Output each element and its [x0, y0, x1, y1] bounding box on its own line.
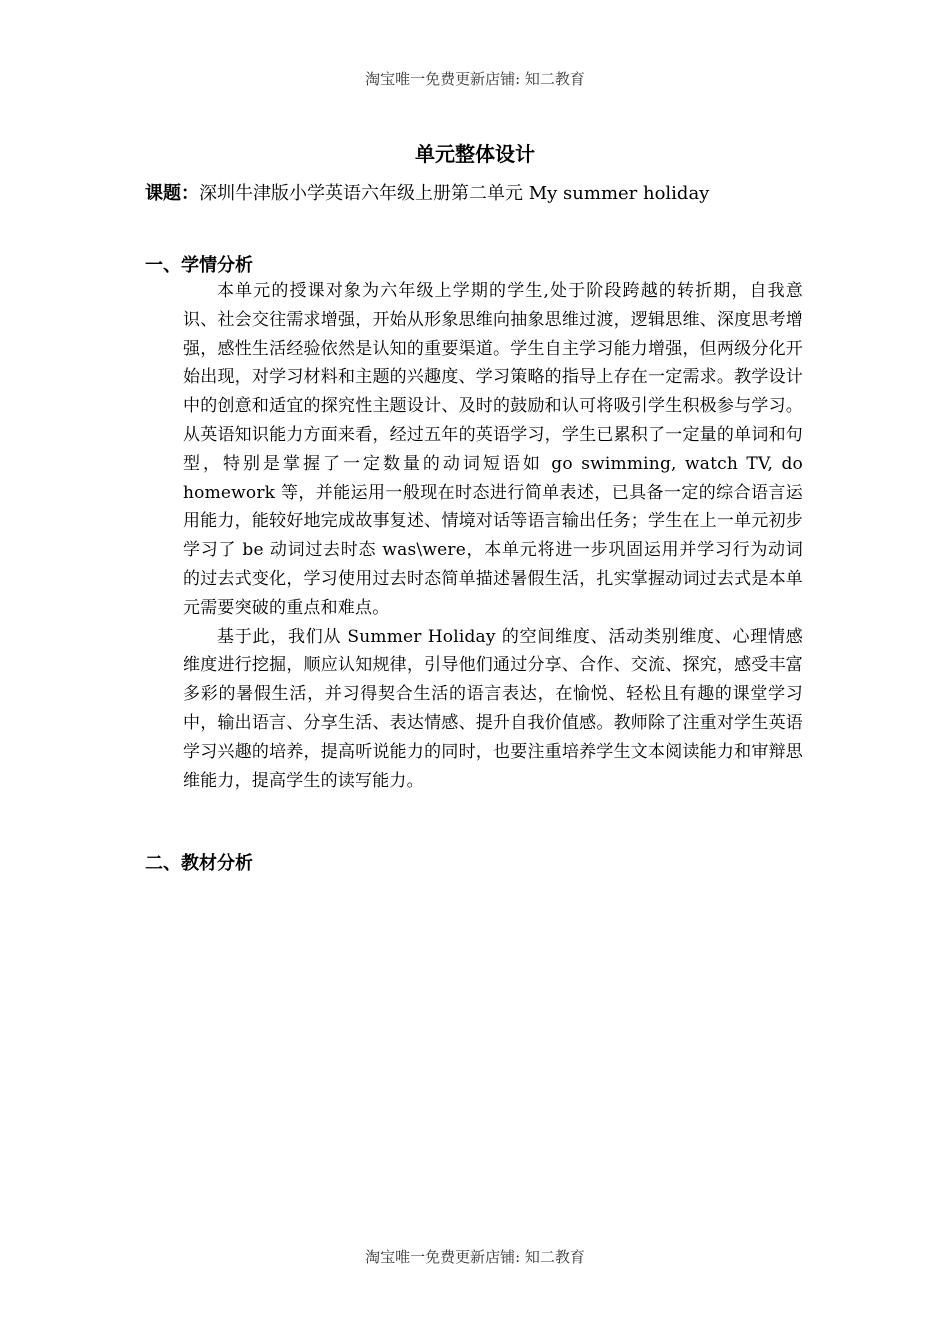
paragraph: 基于此，我们从 Summer Holiday 的空间维度、活动类别维度、心理情感维度进行挖掘，顺应认知规律，引导他们通过分享、合作、交流、探究，感受丰富多彩的暑假生活，并习得契合生活的语言表达，在愉悦、轻松且有趣的课堂学习中，输出语言、分享生活、表达情感、提升自我价值感。教师除了注重对学生英语学习兴趣的培养，提高听说能力的同时，也要注重培养学生文本阅读能力和审辩思维能力，提高学生的读写能力。 — [183, 626, 803, 791]
document-title: 单元整体设计 — [415, 142, 535, 166]
topic-label: 课题： — [145, 183, 199, 204]
page-footer: 淘宝唯一免费更新店铺: 知二教育 — [365, 1248, 585, 1266]
topic-line — [145, 179, 845, 205]
section-heading-textbook-analysis: 二、教材分析 — [145, 853, 253, 874]
page-header: 淘宝唯一免费更新店铺: 知二教育 — [365, 70, 585, 88]
section-heading-learner-analysis: 一、学情分析 — [145, 255, 253, 276]
learner-analysis-body — [183, 277, 803, 795]
topic-value: 深圳牛津版小学英语六年级上册第二单元 My summer holiday — [199, 183, 710, 204]
paragraph: 本单元的授课对象为六年级上学期的学生,处于阶段跨越的转折期，自我意识、社会交往需求增强，开始从形象思维向抽象思维过渡，逻辑思维、深度思考增强，感性生活经验依然是认知的重要渠道。学生自主学习能力增强，但两级分化开始出现，对学习材料和主题的兴趣度、学习策略的指导上存在一定需求。教学设计中的创意和适宜的探究性主题设计、及时的鼓励和认可将吸引学生积极参与学习。从英语知识能力方面来看，经过五年的英语学习，学生已累积了一定量的单词和句型，特别是掌握了一定数量的动词短语如 go swimming, watch TV, do homework 等，并能运用一般现在时态进行简单表述，已具备一定的综合语言运用能力，能较好地完成故事复述、情境对话等语言输出任务；学生在上一单元初步学习了 be 动词过去时态 was\were，本单元将进一步巩固运用并学习行为动词的过去式变化，学习使用过去时态简单描述暑假生活，扎实掌握动词过去式是本单元需要突破的重点和难点。 — [183, 281, 803, 618]
